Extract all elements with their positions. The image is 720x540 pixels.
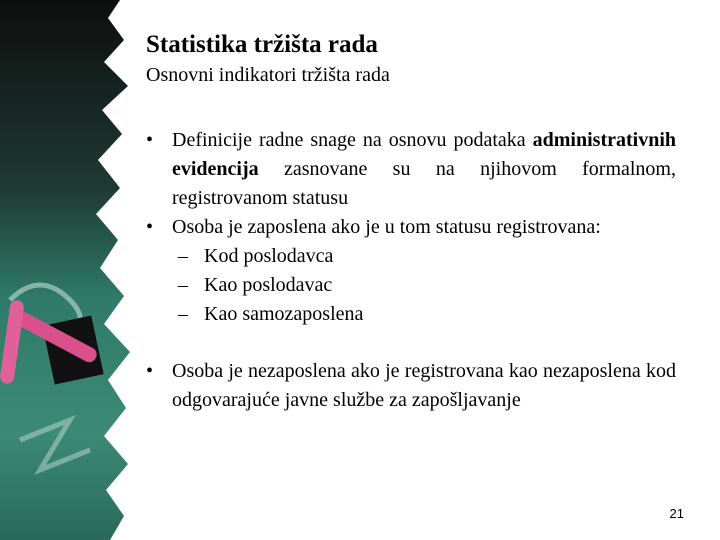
- bullet-text-end: zasnovane su na njihovom formalnom, registrovanom statusu: [172, 158, 676, 209]
- sub-item-text: Kao samozaposlena: [204, 303, 364, 325]
- bullet-marker: •: [146, 360, 154, 382]
- sub-item: [146, 242, 676, 271]
- bullet-marker: •: [146, 216, 154, 238]
- bullet-unemployed: [146, 357, 676, 415]
- sub-item: [146, 300, 676, 329]
- sub-item-text: Kao poslodavac: [204, 274, 333, 296]
- slide-subtitle: Osnovni indikatori tržišta rada: [146, 64, 390, 86]
- dash-marker: –: [178, 274, 188, 296]
- sub-item-text: Kod poslodavca: [204, 245, 334, 267]
- sub-item: [146, 271, 676, 300]
- bullet-text: Osoba je zaposlena ako je u tom statusu registrovana:: [172, 216, 601, 238]
- bullet-text: Definicije radne snage na osnovu podataka: [172, 129, 533, 151]
- page-number: 21: [669, 506, 684, 521]
- bullet-employed: [146, 213, 676, 242]
- chalkboard-decoration: [0, 0, 150, 540]
- spacer: [146, 329, 676, 357]
- slide-title: Statistika tržišta rada: [146, 31, 378, 58]
- bullet-text: Osoba je nezaposlena ako je registrovana kao nezaposlena kod odgovarajuće javne službe za zapošljavanje: [172, 360, 676, 411]
- dash-marker: –: [178, 245, 188, 267]
- bullet-labor-definitions: [146, 126, 676, 213]
- bullet-text-emphasis: administrativnih evidencija: [172, 129, 676, 180]
- slide-content: [146, 126, 676, 415]
- dash-marker: –: [178, 303, 188, 325]
- bullet-marker: •: [146, 129, 154, 151]
